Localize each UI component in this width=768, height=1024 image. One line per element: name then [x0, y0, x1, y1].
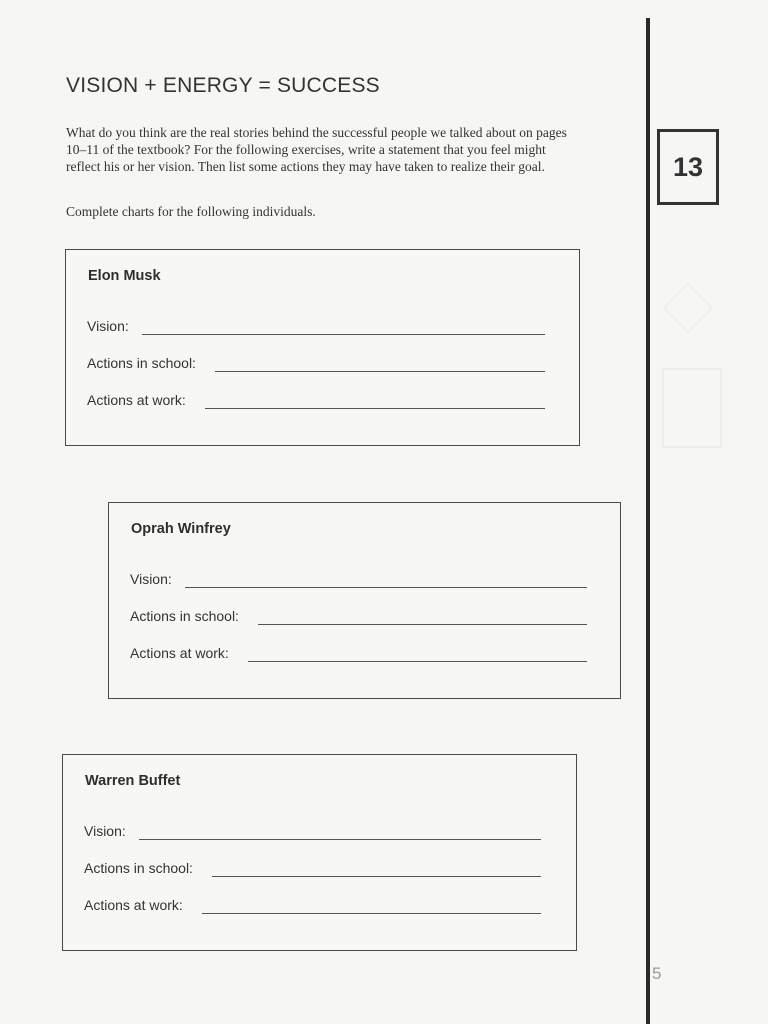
faded-tab-mark	[662, 368, 722, 448]
margin-rule	[646, 18, 650, 1024]
actions-at-work-label: Actions at work:	[130, 645, 229, 661]
page-title: VISION + ENERGY = SUCCESS	[66, 74, 380, 97]
vision-answer-line[interactable]	[142, 334, 545, 335]
person-name: Warren Buffet	[85, 773, 181, 789]
vision-answer-line[interactable]	[185, 587, 587, 588]
actions-at-work-answer-line[interactable]	[202, 913, 541, 914]
unit-number-badge: 13	[657, 129, 719, 205]
instruction-text: Complete charts for the following individuals.	[66, 204, 316, 219]
actions-in-school-answer-line[interactable]	[215, 371, 545, 372]
vision-label: Vision:	[130, 571, 172, 587]
faded-diamond-mark	[663, 283, 714, 334]
actions-at-work-answer-line[interactable]	[248, 661, 587, 662]
actions-in-school-label: Actions in school:	[87, 355, 196, 371]
actions-in-school-answer-line[interactable]	[258, 624, 587, 625]
actions-in-school-label: Actions in school:	[130, 608, 239, 624]
intro-line: 10–11 of the textbook? For the following exercises, write a statement that you feel might	[66, 142, 546, 157]
person-card-oprah-winfrey	[108, 502, 621, 699]
page-number: 5	[652, 964, 662, 983]
person-card-warren-buffet	[62, 754, 577, 951]
intro-line: reflect his or her vision. Then list some actions they may have taken to realize their goal.	[66, 159, 545, 174]
person-name: Oprah Winfrey	[131, 521, 231, 537]
vision-label: Vision:	[87, 318, 129, 334]
intro-line: What do you think are the real stories behind the successful people we talked about on pages	[66, 125, 567, 140]
person-card-elon-musk	[65, 249, 580, 446]
actions-in-school-answer-line[interactable]	[212, 876, 541, 877]
actions-at-work-label: Actions at work:	[84, 897, 183, 913]
actions-at-work-answer-line[interactable]	[205, 408, 545, 409]
actions-at-work-label: Actions at work:	[87, 392, 186, 408]
vision-label: Vision:	[84, 823, 126, 839]
actions-in-school-label: Actions in school:	[84, 860, 193, 876]
person-name: Elon Musk	[88, 268, 161, 284]
vision-answer-line[interactable]	[139, 839, 541, 840]
intro-paragraph	[66, 124, 646, 175]
